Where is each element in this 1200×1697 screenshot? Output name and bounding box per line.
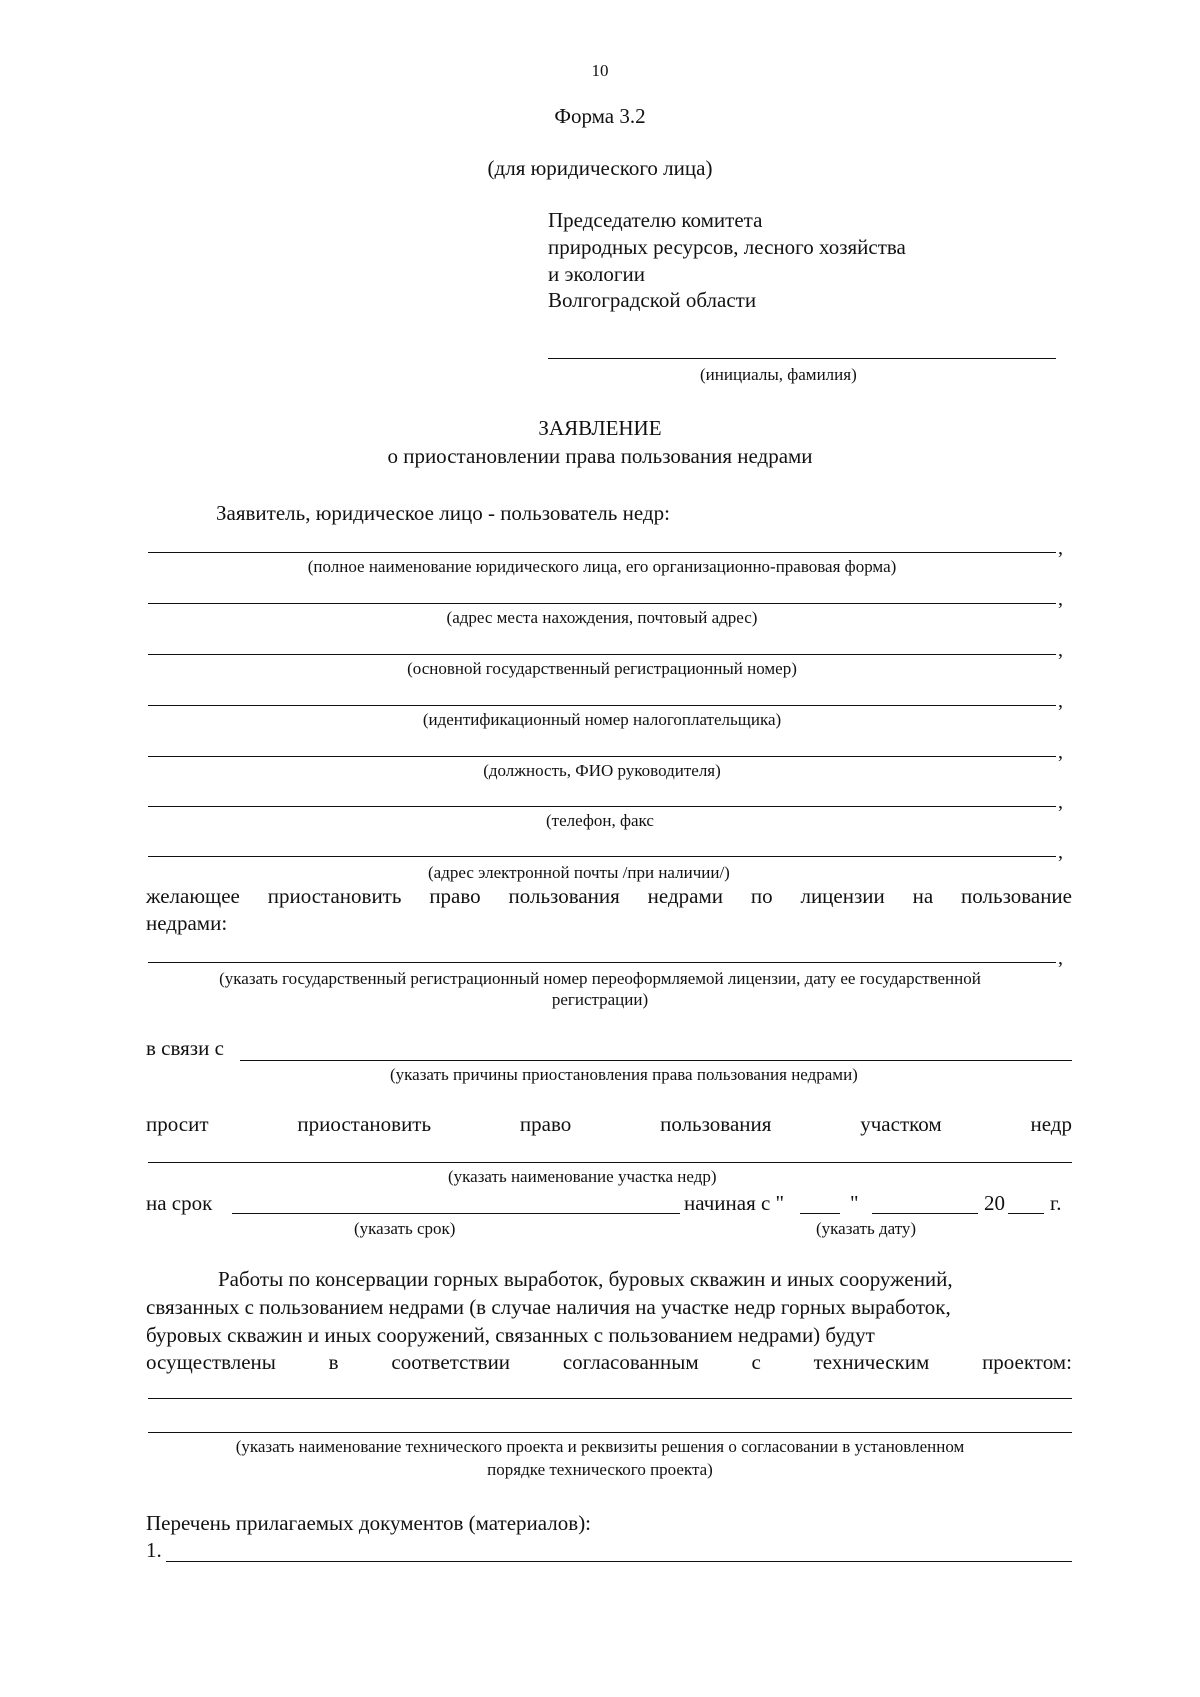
addressee-line-3: и экологии (548, 262, 645, 286)
term-starting: начиная с " (684, 1191, 785, 1215)
term-label: на срок (146, 1191, 213, 1215)
term-quote: " (850, 1191, 859, 1215)
license-caption-1: (указать государственный регистрационный номер переоформляемой лицензии, дату ее государственной (219, 969, 981, 988)
license-line-1 (146, 886, 1072, 907)
statement-subtitle: о приостановлении права пользования недрами (387, 444, 813, 468)
project-line-1 (148, 1398, 1072, 1399)
form-subtitle: (для юридического лица) (487, 156, 713, 180)
applicant-caption-7: (адрес электронной почты /при наличии/) (428, 863, 730, 882)
license-word: на (912, 884, 934, 908)
license-line-2: недрами: (146, 911, 228, 935)
reason-caption: (указать причины приостановления права пользования недрами) (390, 1065, 858, 1084)
applicant-caption-6: (телефон, факс (546, 811, 654, 830)
applicant-comma-7: , (1058, 841, 1063, 863)
works-word: соответствии (391, 1350, 511, 1374)
applicant-caption-1: (полное наименование юридического лица, его организационно-правовая форма) (307, 557, 897, 576)
license-word: по (750, 884, 773, 908)
applicant-comma-3: , (1058, 639, 1063, 661)
applicant-line-2 (148, 603, 1056, 604)
addressee-line-4: Волгоградской области (548, 288, 757, 312)
addressee-line-1: Председателю комитета (548, 208, 763, 232)
request-word: пользования (660, 1112, 772, 1136)
term-caption: (указать срок) (354, 1219, 456, 1238)
documents-item-line (166, 1561, 1072, 1562)
day-line (800, 1213, 840, 1214)
year-line (1008, 1213, 1044, 1214)
applicant-caption-3: (основной государственный регистрационный номер) (407, 659, 797, 678)
license-word: лицензии (800, 884, 885, 908)
works-line-3: буровых скважин и иных сооружений, связанных с пользованием недрами) будут (146, 1323, 875, 1347)
month-line (872, 1213, 978, 1214)
addressee-line-2: природных ресурсов, лесного хозяйства (548, 235, 906, 259)
works-word: с (751, 1350, 761, 1374)
date-caption: (указать дату) (816, 1219, 917, 1238)
request-line (146, 1114, 1072, 1135)
license-word: желающее (146, 884, 240, 908)
works-line-4 (146, 1352, 1072, 1373)
applicant-line-3 (148, 654, 1056, 655)
works-word: проектом: (982, 1350, 1072, 1374)
applicant-caption-5: (должность, ФИО руководителя) (483, 761, 721, 780)
reason-line (240, 1060, 1072, 1061)
applicant-line-7 (148, 856, 1056, 857)
license-word: приостановить (267, 884, 402, 908)
request-word: недр (1030, 1112, 1072, 1136)
works-word: осуществлены (146, 1350, 276, 1374)
works-word: согласованным (562, 1350, 699, 1374)
works-caption-1: (указать наименование технического проекта и реквизиты решения о согласовании в установленном (235, 1437, 965, 1456)
applicant-caption-2: (адрес места нахождения, почтовый адрес) (446, 608, 758, 627)
applicant-caption-4: (идентификационный номер налогоплательщика) (422, 710, 782, 729)
applicant-comma-6: , (1058, 791, 1063, 813)
documents-item-number: 1. (146, 1538, 162, 1562)
license-caption-2: регистрации) (551, 990, 649, 1009)
form-title: Форма 3.2 (554, 104, 646, 128)
applicant-line-1 (148, 552, 1056, 553)
term-line (232, 1213, 680, 1214)
documents-title: Перечень прилагаемых документов (материалов): (146, 1511, 592, 1535)
license-word: недрами (647, 884, 723, 908)
reason-label: в связи с (146, 1036, 224, 1060)
applicant-line-5 (148, 756, 1056, 757)
page-number: 10 (591, 61, 609, 80)
applicant-comma-1: , (1058, 537, 1063, 559)
works-word: техническим (813, 1350, 930, 1374)
addressee-caption: (инициалы, фамилия) (700, 365, 857, 384)
license-comma: , (1058, 947, 1063, 969)
project-line-2 (148, 1432, 1072, 1433)
license-word: пользования (508, 884, 620, 908)
request-word: участком (860, 1112, 942, 1136)
applicant-line-4 (148, 705, 1056, 706)
request-word: просит (146, 1112, 209, 1136)
statement-title: ЗАЯВЛЕНИЕ (538, 416, 662, 440)
works-line-2: связанных с пользованием недрами (в случае наличия на участке недр горных выработок, (146, 1295, 951, 1319)
year-prefix: 20 (984, 1191, 1005, 1215)
request-word: приостановить (297, 1112, 432, 1136)
license-word: право (429, 884, 481, 908)
request-caption: (указать наименование участка недр) (448, 1167, 717, 1186)
addressee-name-line (548, 358, 1056, 359)
works-word: в (328, 1350, 339, 1374)
year-suffix: г. (1050, 1191, 1062, 1215)
applicant-comma-4: , (1058, 690, 1063, 712)
applicant-comma-2: , (1058, 588, 1063, 610)
license-number-line (148, 962, 1056, 963)
works-line-1: Работы по консервации горных выработок, буровых скважин и иных сооружений, (218, 1267, 953, 1291)
applicant-comma-5: , (1058, 741, 1063, 763)
works-caption-2: порядке технического проекта) (487, 1460, 713, 1479)
request-word: право (519, 1112, 572, 1136)
applicant-line-6 (148, 806, 1056, 807)
applicant-intro: Заявитель, юридическое лицо - пользователь недр: (216, 501, 670, 525)
plot-name-line (148, 1162, 1072, 1163)
license-word: пользование (961, 884, 1072, 908)
